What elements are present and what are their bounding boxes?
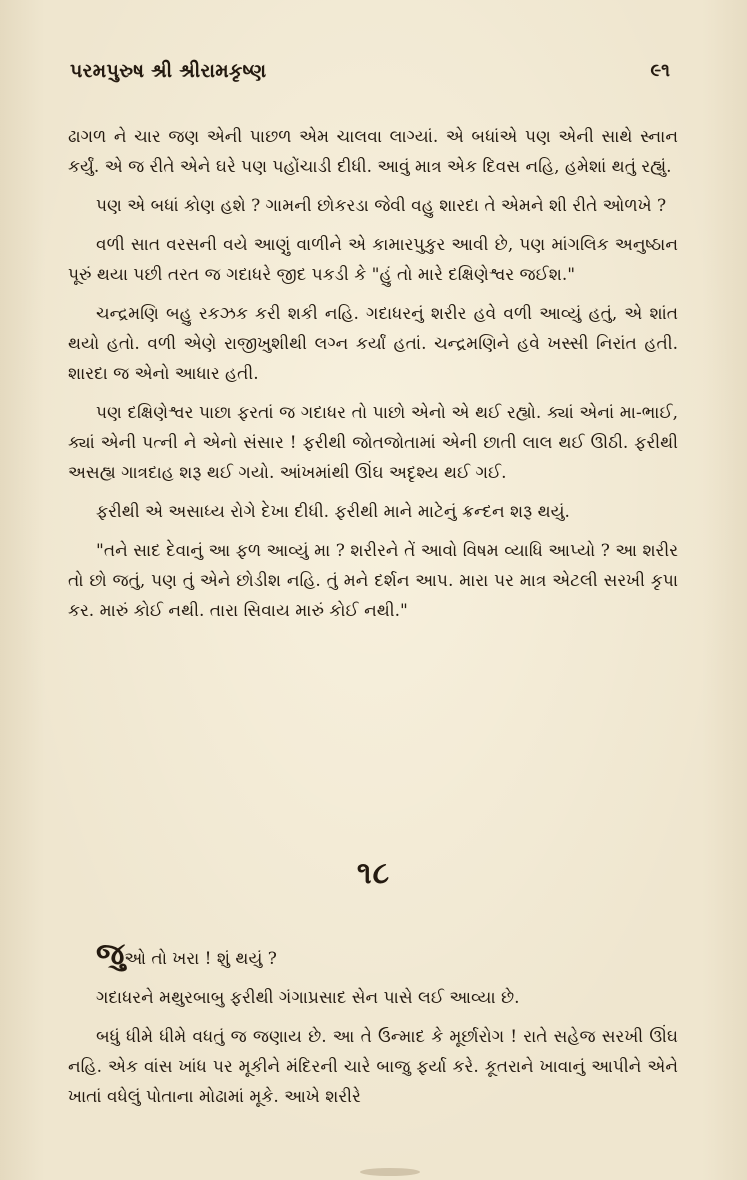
page-header	[70, 60, 670, 94]
paragraph: ગદાધરને મથુરબાબુ ફરીથી ગંગાપ્રસાદ સેન પાસે લઈ આવ્યા છે.	[96, 988, 520, 1008]
chapter-opening-paragraph	[68, 937, 678, 974]
paragraph: વળી સાત વરસની વયે આણું વાળીને એ કામારપુકુર આવી છે, પણ માંગલિક અનુષ્ઠાન પૂરું થયા પછી તરત જ ગદાધરે જીદ પકડી કે "હું તો મારે દક્ષિણેશ્વર જઈશ."	[68, 235, 678, 285]
paragraph: ચન્દ્રમણિ બહુ રકઝક કરી શકી નહિ. ગદાધરનું શરીર હવે વળી આવ્યું હતું, એ શાંત થયો હતો. વળી એણે રાજીખુશીથી લગ્ન કર્યાં હતાં. ચન્દ્રમણિને હવે ખસ્સી નિરાંત હતી. શારદા જ એનો આધાર હતી.	[68, 304, 678, 384]
paragraph: "તને સાદ દેવાનું આ ફળ આવ્યું મા ? શરીરને તેં આવો વિષમ વ્યાધિ આપ્યો ? આ શરીર તો છો જતું, પણ તું એને છોડીશ નહિ. તું મને દર્શન આપ. મારા પર માત્ર એટલી સરખી કૃપા કર. મારું કોઈ નથી. તારા સિવાય મારું કોઈ નથી."	[68, 541, 678, 621]
paragraph: ફરીથી એ અસાધ્ય રોગે દેખા દીધી. ફરીથી માને માટેનું ક્રન્દન શરૂ થયું.	[96, 502, 570, 522]
paragraph: ઢાગળ ને ચાર જણ એની પાછળ એમ ચાલવા લાગ્યાં. એ બધાંએ પણ એની સાથે સ્નાન કર્યું. એ જ રીતે એને ઘરે પણ પહોંચાડી દીધી. આવું માત્ર એક દિવસ નહિ, હમેશાં થતું રહ્યું.	[68, 127, 678, 177]
paper-stain	[360, 1168, 420, 1176]
page-number: ૯૧	[650, 60, 670, 81]
paragraph: પણ દક્ષિણેશ્વર પાછા ફરતાં જ ગદાધર તો પાછો એનો એ થઈ રહ્યો. ક્યાં એનાં મા-ભાઈ, ક્યાં એની પત્ની ને એનો સંસાર ! ફરીથી જોતજોતામાં એની છાતી લાલ થઈ ઊઠી. ફરીથી અસહ્ય ગાત્રદાહ શરૂ થઈ ગયો. આંખમાંથી ઊંઘ અદૃશ્ય થઈ ગઈ.	[68, 403, 678, 483]
chapter-body-text	[68, 937, 678, 1121]
chapter-number: ૧૮	[356, 856, 391, 891]
body-text	[68, 122, 678, 635]
paragraph-text: ઓ તો ખરા ! શું થયું ?	[124, 949, 277, 969]
paragraph: પણ એ બધાં કોણ હશે ? ગામની છોકરડા જેવી વહુ શારદા તે એમને શી રીતે ઓળખે ?	[96, 196, 667, 216]
running-title: પરમપુરુષ શ્રી શ્રીરામકૃષ્ણ	[70, 60, 267, 82]
drop-cap: જુ	[96, 937, 125, 972]
paragraph: બધું ધીમે ધીમે વધતું જ જણાય છે. આ તે ઉન્માદ કે મૂર્છારોગ ! રાતે સહેજ સરખી ઊંઘ નહિ. એક વાંસ ખાંધ પર મૂકીને મંદિરની ચારે બાજુ ફર્યા કરે. કૂતરાને ખાવાનું આપીને એને ખાતાં વધેલું પોતાના મોઢામાં મૂકે. આખે શરીરે	[68, 1027, 678, 1107]
